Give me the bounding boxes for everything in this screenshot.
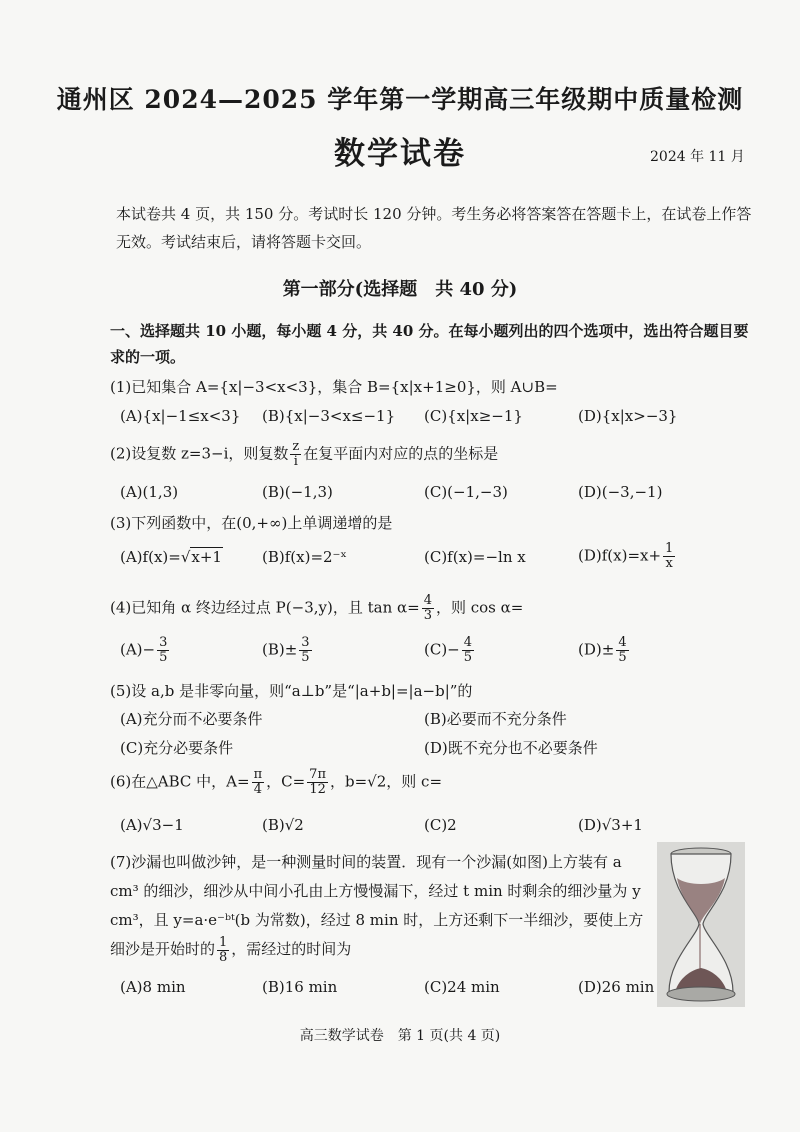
- q2-frac-num: z: [292, 439, 300, 454]
- q4-option-b-den: 5: [301, 650, 310, 665]
- q4-option-a-frac: [157, 636, 169, 665]
- q7-stem-pre: (7)沙漏也叫做沙钟，是一种测量时间的装置．现有一个沙漏(如图)上方装有 a cm³ 的细沙，细沙从中间小孔由上方慢慢漏下，经过 t min 时剩余的细沙量为 y cm³，且 y=a·e⁻ᵇᵗ(b 为常数)，经过 8 min 时，上方还剩下一半细沙，要使上方细沙是开始时的: [110, 853, 644, 958]
- q3-option-d-pre: (D)f(x)=x+: [578, 546, 662, 565]
- q6-option-c: (C)2: [424, 816, 457, 834]
- q6-fraction-a: [252, 768, 265, 797]
- q4-option-c-pre: (C)−: [424, 640, 460, 659]
- q1-option-b: (B){x|−3<x≤−1}: [262, 407, 396, 425]
- q7-option-d: (D)26 min: [578, 978, 655, 996]
- q4-option-b-num: 3: [301, 635, 310, 650]
- exam-date: 2024 年 11 月: [650, 149, 745, 165]
- q6-option-b: (B)√2: [262, 816, 304, 834]
- q4-option-d-den: 5: [618, 650, 627, 665]
- q4-stem: [110, 594, 523, 623]
- q7-frac-num: 1: [219, 934, 228, 950]
- q4-option-b-frac: [299, 636, 311, 665]
- q7-frac-den: 8: [219, 949, 228, 965]
- q4-frac-num: 4: [423, 593, 432, 608]
- q1-option-d: (D){x|x>−3}: [578, 407, 678, 425]
- q6-stem-mid: ，C=: [266, 772, 306, 791]
- q6-stem-post: ，b=√2，则 c=: [330, 772, 443, 791]
- q3-option-d: [578, 542, 677, 571]
- q3-option-b: (B)f(x)=2⁻ˣ: [262, 548, 347, 566]
- q7-option-c: (C)24 min: [424, 978, 500, 996]
- q4-option-d-pre: (D)±: [578, 640, 615, 659]
- q3-option-a-radicand: x+1: [191, 548, 222, 566]
- q4-option-b-pre: (B)±: [262, 640, 298, 659]
- q3-stem: (3)下列函数中，在(0,+∞)上单调递增的是: [110, 514, 393, 532]
- section-instruction: 一、选择题共 10 小题，每小题 4 分，共 40 分。在每小题列出的四个选项中，选出符合题目要求的一项。: [110, 322, 749, 366]
- q3-option-d-num: 1: [665, 541, 674, 556]
- q2-option-d: (D)(−3,−1): [578, 483, 663, 501]
- q3-option-a-pre: (A)f(x)=√: [120, 548, 191, 566]
- q2-option-a: (A)(1,3): [120, 483, 179, 501]
- section-heading: 第一部分(选择题 共 40 分): [282, 279, 518, 300]
- q1-stem: (1)已知集合 A={x|−3<x<3}，集合 B={x|x+1≥0}，则 A∪B=: [110, 378, 558, 396]
- q5-option-b: (B)必要而不充分条件: [424, 710, 567, 728]
- q6-stem: [110, 768, 442, 797]
- q4-option-d: [578, 636, 631, 665]
- page-footer: 高三数学试卷 第 1 页(共 4 页): [299, 1028, 501, 1044]
- q4-option-c-num: 4: [463, 635, 473, 650]
- q4-option-a: [120, 636, 171, 665]
- q5-stem: (5)设 a,b 是非零向量，则“a⊥b”是“|a+b|=|a−b|”的: [110, 682, 473, 700]
- q7-option-a: (A)8 min: [120, 978, 186, 996]
- q3-option-a: [120, 548, 223, 566]
- q4-stem-pre: (4)已知角 α 终边经过点 P(−3,y)，且 tan α=: [110, 598, 420, 617]
- hourglass-figure: [657, 842, 745, 1007]
- q2-option-c: (C)(−1,−3): [424, 483, 508, 501]
- q4-option-c: [424, 636, 476, 665]
- q4-frac-den: 3: [423, 608, 432, 623]
- q2-option-b: (B)(−1,3): [262, 483, 333, 501]
- exam-subtitle: 数学试卷: [334, 136, 466, 172]
- q7-stem: [110, 848, 655, 965]
- q3-option-d-frac: [663, 542, 675, 571]
- q7-option-b: (B)16 min: [262, 978, 338, 996]
- q1-option-a: (A){x|−1≤x<3}: [120, 407, 241, 425]
- q4-stem-post: ，则 cos α=: [435, 598, 524, 617]
- q5-option-c: (C)充分必要条件: [120, 739, 234, 757]
- q4-option-a-den: 5: [159, 650, 168, 665]
- q3-option-d-den: x: [665, 556, 673, 571]
- q4-option-a-pre: (A)−: [120, 640, 156, 659]
- q7-fraction: [217, 936, 229, 965]
- q4-option-c-den: 5: [463, 650, 473, 665]
- q2-stem-post: 在复平面内对应的点的坐标是: [303, 444, 499, 463]
- q6-option-d: (D)√3+1: [578, 816, 643, 834]
- exam-intro: 本试卷共 4 页，共 150 分。考试时长 120 分钟。考生务必将答案答在答题卡上，在试卷上作答无效。考试结束后，请将答题卡交回。: [116, 205, 752, 251]
- q6-fraction-c: [307, 768, 328, 797]
- q2-fraction: [290, 440, 301, 469]
- q6-frac-a-den: 4: [253, 782, 262, 797]
- q4-fraction: [422, 594, 434, 623]
- q2-stem-pre: (2)设复数 z=3−i，则复数: [110, 444, 289, 463]
- q4-option-d-num: 4: [618, 635, 627, 650]
- exam-title: 通州区 2024—2025 学年第一学期高三年级期中质量检测: [56, 85, 744, 114]
- q6-stem-pre: (6)在△ABC 中，A=: [110, 772, 250, 791]
- q6-option-a: (A)√3−1: [120, 816, 184, 834]
- q4-option-b: [262, 636, 314, 665]
- q4-option-c-frac: [462, 636, 474, 665]
- q6-frac-c-num: 7π: [309, 767, 326, 782]
- q4-option-a-num: 3: [159, 635, 168, 650]
- q1-option-c: (C){x|x≥−1}: [424, 407, 523, 425]
- q6-frac-c-den: 12: [309, 782, 326, 797]
- q2-stem: [110, 440, 498, 469]
- q5-option-a: (A)充分而不必要条件: [120, 710, 263, 728]
- q4-option-d-frac: [616, 636, 628, 665]
- q3-option-c: (C)f(x)=−ln x: [424, 548, 526, 566]
- q6-frac-a-num: π: [253, 767, 263, 782]
- q7-stem-post: ，需经过的时间为: [231, 940, 352, 958]
- q5-option-d: (D)既不充分也不必要条件: [424, 739, 598, 757]
- q2-frac-den: i: [293, 454, 298, 469]
